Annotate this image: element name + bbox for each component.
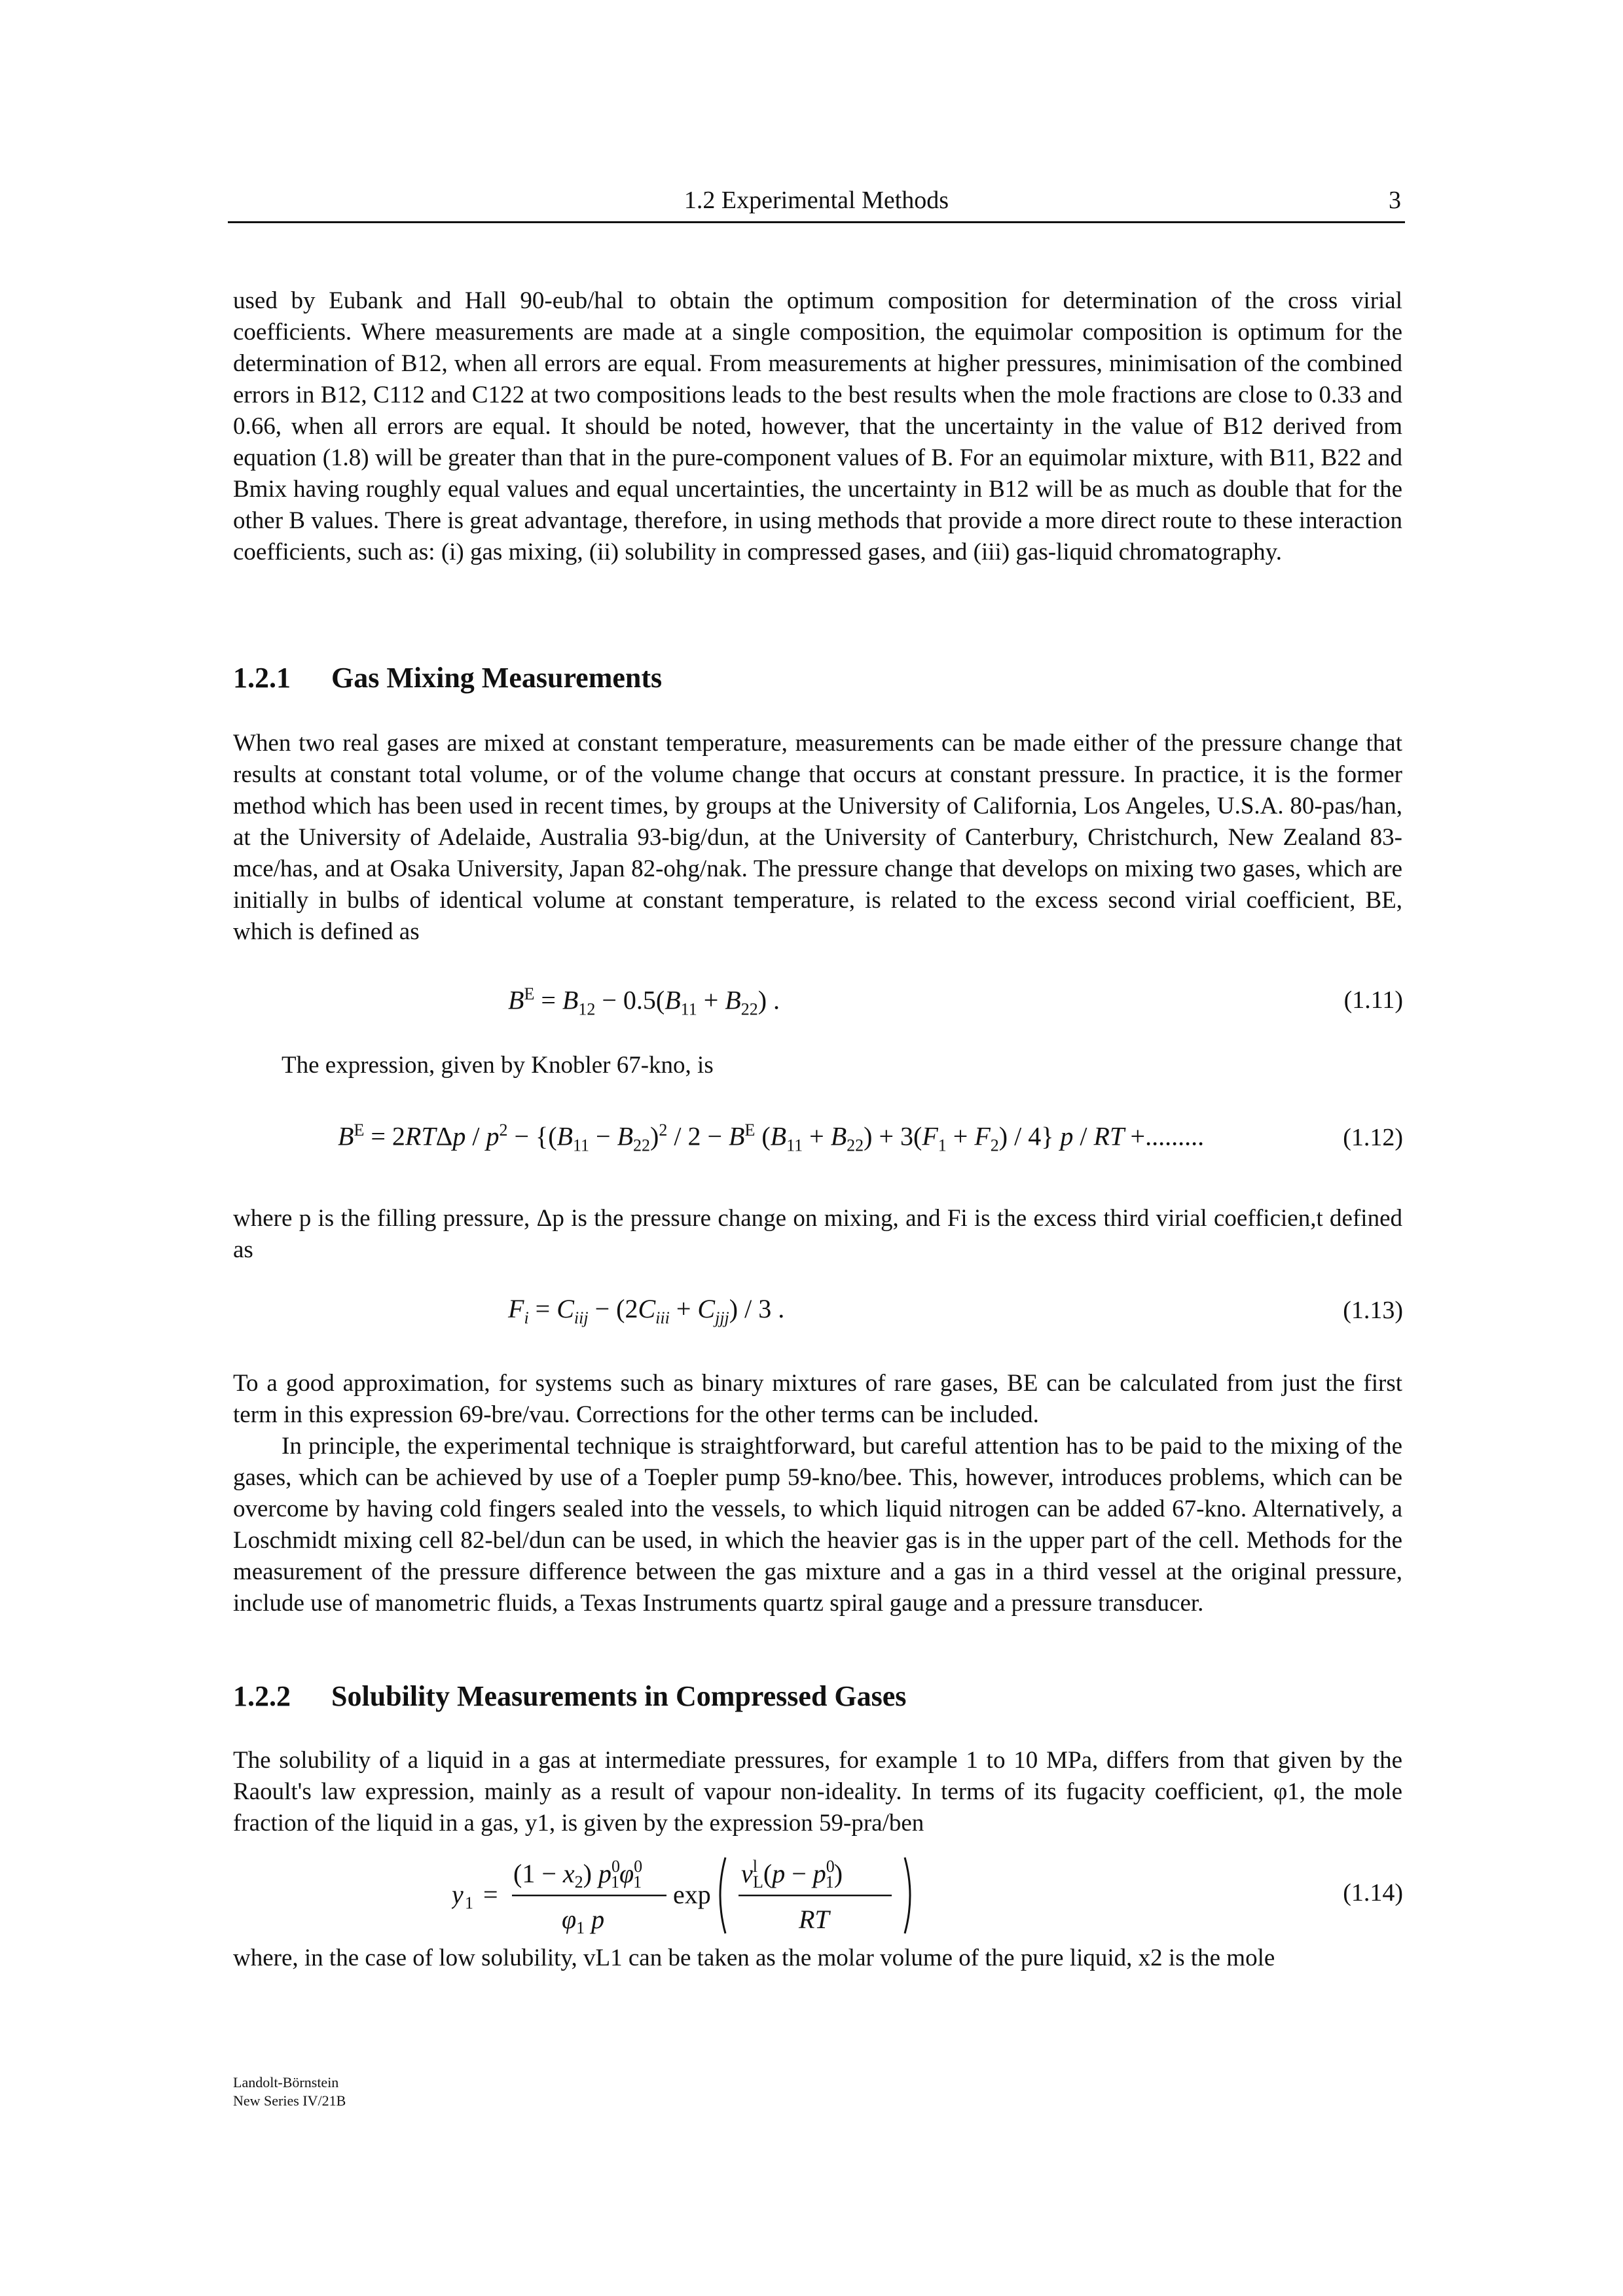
equation-number-1-12: (1.12) [1343, 1124, 1403, 1151]
footer-series: New Series IV/21B [233, 2092, 346, 2109]
low-solubility-paragraph: where, in the case of low solubility, vL1 can be taken as the molar volume of the pure liquid, x2 is the mole [233, 1945, 1275, 1971]
page-number: 3 [1389, 187, 1401, 214]
svg-text:1: 1 [465, 1893, 473, 1912]
running-header [228, 182, 1405, 223]
intro-paragraph: used by Eubank and Hall 90-eub/hal to obtain the optimum composition for determination of the cross virial coefficients. Where measurements are made at a single composition, the equimolar composition is optimum for the determination of B12, when all errors are equal. From measurements at higher pressures, minimisation of the combined errors in B12, C112 and C122 at two compositions leads to the best results when the mole fractions are close to 0.33 and 0.66, when all errors are equal. It should be noted, however, that the uncertainty in the value of B12 derived from equation (1.8) will be greater than that in the pure-component values of B. For an equimolar mixture, with B11, B22 and Bmix having roughly equal values and equal uncertainties, the uncertainty in B12 will be as much as double that for the other B values. There is great advantage, therefore, in using methods that provide a more direct route to these interaction coefficients, such as: (i) gas mixing, (ii) solubility in compressed gases, and (iii) gas-liquid chromatography. [233, 287, 1402, 565]
section-number: 1.2.1 [233, 662, 291, 694]
approximation-paragraph: To a good approximation, for systems such as binary mixtures of rare gases, BE can be calculated from just the first term in this expression 69-bre/vau. Corrections for the other terms can be included. [233, 1370, 1402, 1428]
principle-paragraph: In principle, the experimental technique is straightforward, but careful attention has to be paid to the mixing of the gases, which can be achieved by use of a Toepler pump 59-kno/bee. This, however, introduces problems, which can be overcome by having cold fingers sealed into the vessels, to which liquid nitrogen can be added 67-kno. Alternatively, a Loschmidt mixing cell 82-bel/dun can be used, in which the heavier gas is in the upper part of the cell. Methods for the measurement of the pressure difference between the gas mixture and a gas in a third vessel at the original pressure, include use of manometric fluids, a Texas Instruments quartz spiral gauge and a pressure transducer. [233, 1433, 1402, 1617]
section-title: Solubility Measurements in Compressed Gases [331, 1680, 907, 1712]
solubility-paragraph: The solubility of a liquid in a gas at intermediate pressures, for example 1 to 10 MPa, differs from that given by the Raoult's law expression, mainly as a result of vapour non-ideality. In terms of its fugacity coefficient, φ1, the mole fraction of the liquid in a gas, y1, is given by the expression 59-pra/ben [233, 1747, 1402, 1837]
svg-text:φ1 p: $\varphi_1$ p [562, 1905, 605, 1937]
svg-text:RT: RT [799, 1905, 830, 1934]
section-heading-1-2-1 [233, 661, 662, 694]
equation-number-1-14: (1.14) [1343, 1879, 1403, 1907]
footer [233, 2073, 346, 2110]
svg-text:(1 − x2) p01φ01: $(1 - x_2)$ $p^0$ $1\varphi^0$ 1 [513, 1857, 643, 1892]
knobler-paragraph: The expression, given by Knobler 67-kno, is [282, 1052, 714, 1079]
equation-number-1-11: (1.11) [1343, 986, 1403, 1014]
equation-1-11: $B^E = B_{12} - 0.5(B_{11} + B_{22})$ . [508, 984, 780, 1019]
where-p-paragraph: where p is the filling pressure, Δp is the pressure change on mixing, and Fi is the excess third virial coefficien,t defined as [233, 1205, 1402, 1263]
section-title: Gas Mixing Measurements [331, 662, 663, 694]
svg-text:exp: exp [673, 1880, 711, 1909]
header-title: 1.2 Experimental Methods [684, 187, 949, 214]
equation-1-14 [452, 1844, 949, 1943]
footer-publisher: Landolt-Börnstein [233, 2074, 339, 2090]
equation-number-1-13: (1.13) [1343, 1297, 1403, 1324]
svg-text:y: y [452, 1880, 464, 1909]
section-number: 1.2.2 [233, 1680, 291, 1712]
svg-text:=: = [483, 1880, 498, 1909]
equation-1-13: $F_i = C_{iij} - (2C_{iii} + C_{jjj}) / 3$ . [508, 1294, 785, 1327]
gas-mixing-paragraph: When two real gases are mixed at constant temperature, measurements can be made either of the pressure change that results at constant total volume, or of the volume change that occurs at constant pressure. In practice, it is the former method which has been used in recent times, by groups at the University of California, Los Angeles, U.S.A. 80-pas/han, at the University of Adelaide, Australia 93-big/dun, at the University of Canterbury, Christchurch, New Zealand 83-mce/has, and at Osaka University, Japan 82-ohg/nak. The pressure change that develops on mixing two gases, which are initially in bulbs of identical volume at constant temperature, is related to the excess second virial coefficient, BE, which is defined as [233, 730, 1402, 945]
equation-1-12: $B^E = 2RT\Delta p / p^2 - \{(B_{11} - B_{22})^2 / 2 - B^E$ $(B_{11} + B_{22}) + 3(F_1 + F_2) / 4$} p / RT +......... [338, 1121, 1205, 1155]
section-heading-1-2-2 [233, 1679, 906, 1713]
svg-text:vlL(p − p01): $v^l$ $L(p - p^0$ 1) [741, 1857, 843, 1892]
